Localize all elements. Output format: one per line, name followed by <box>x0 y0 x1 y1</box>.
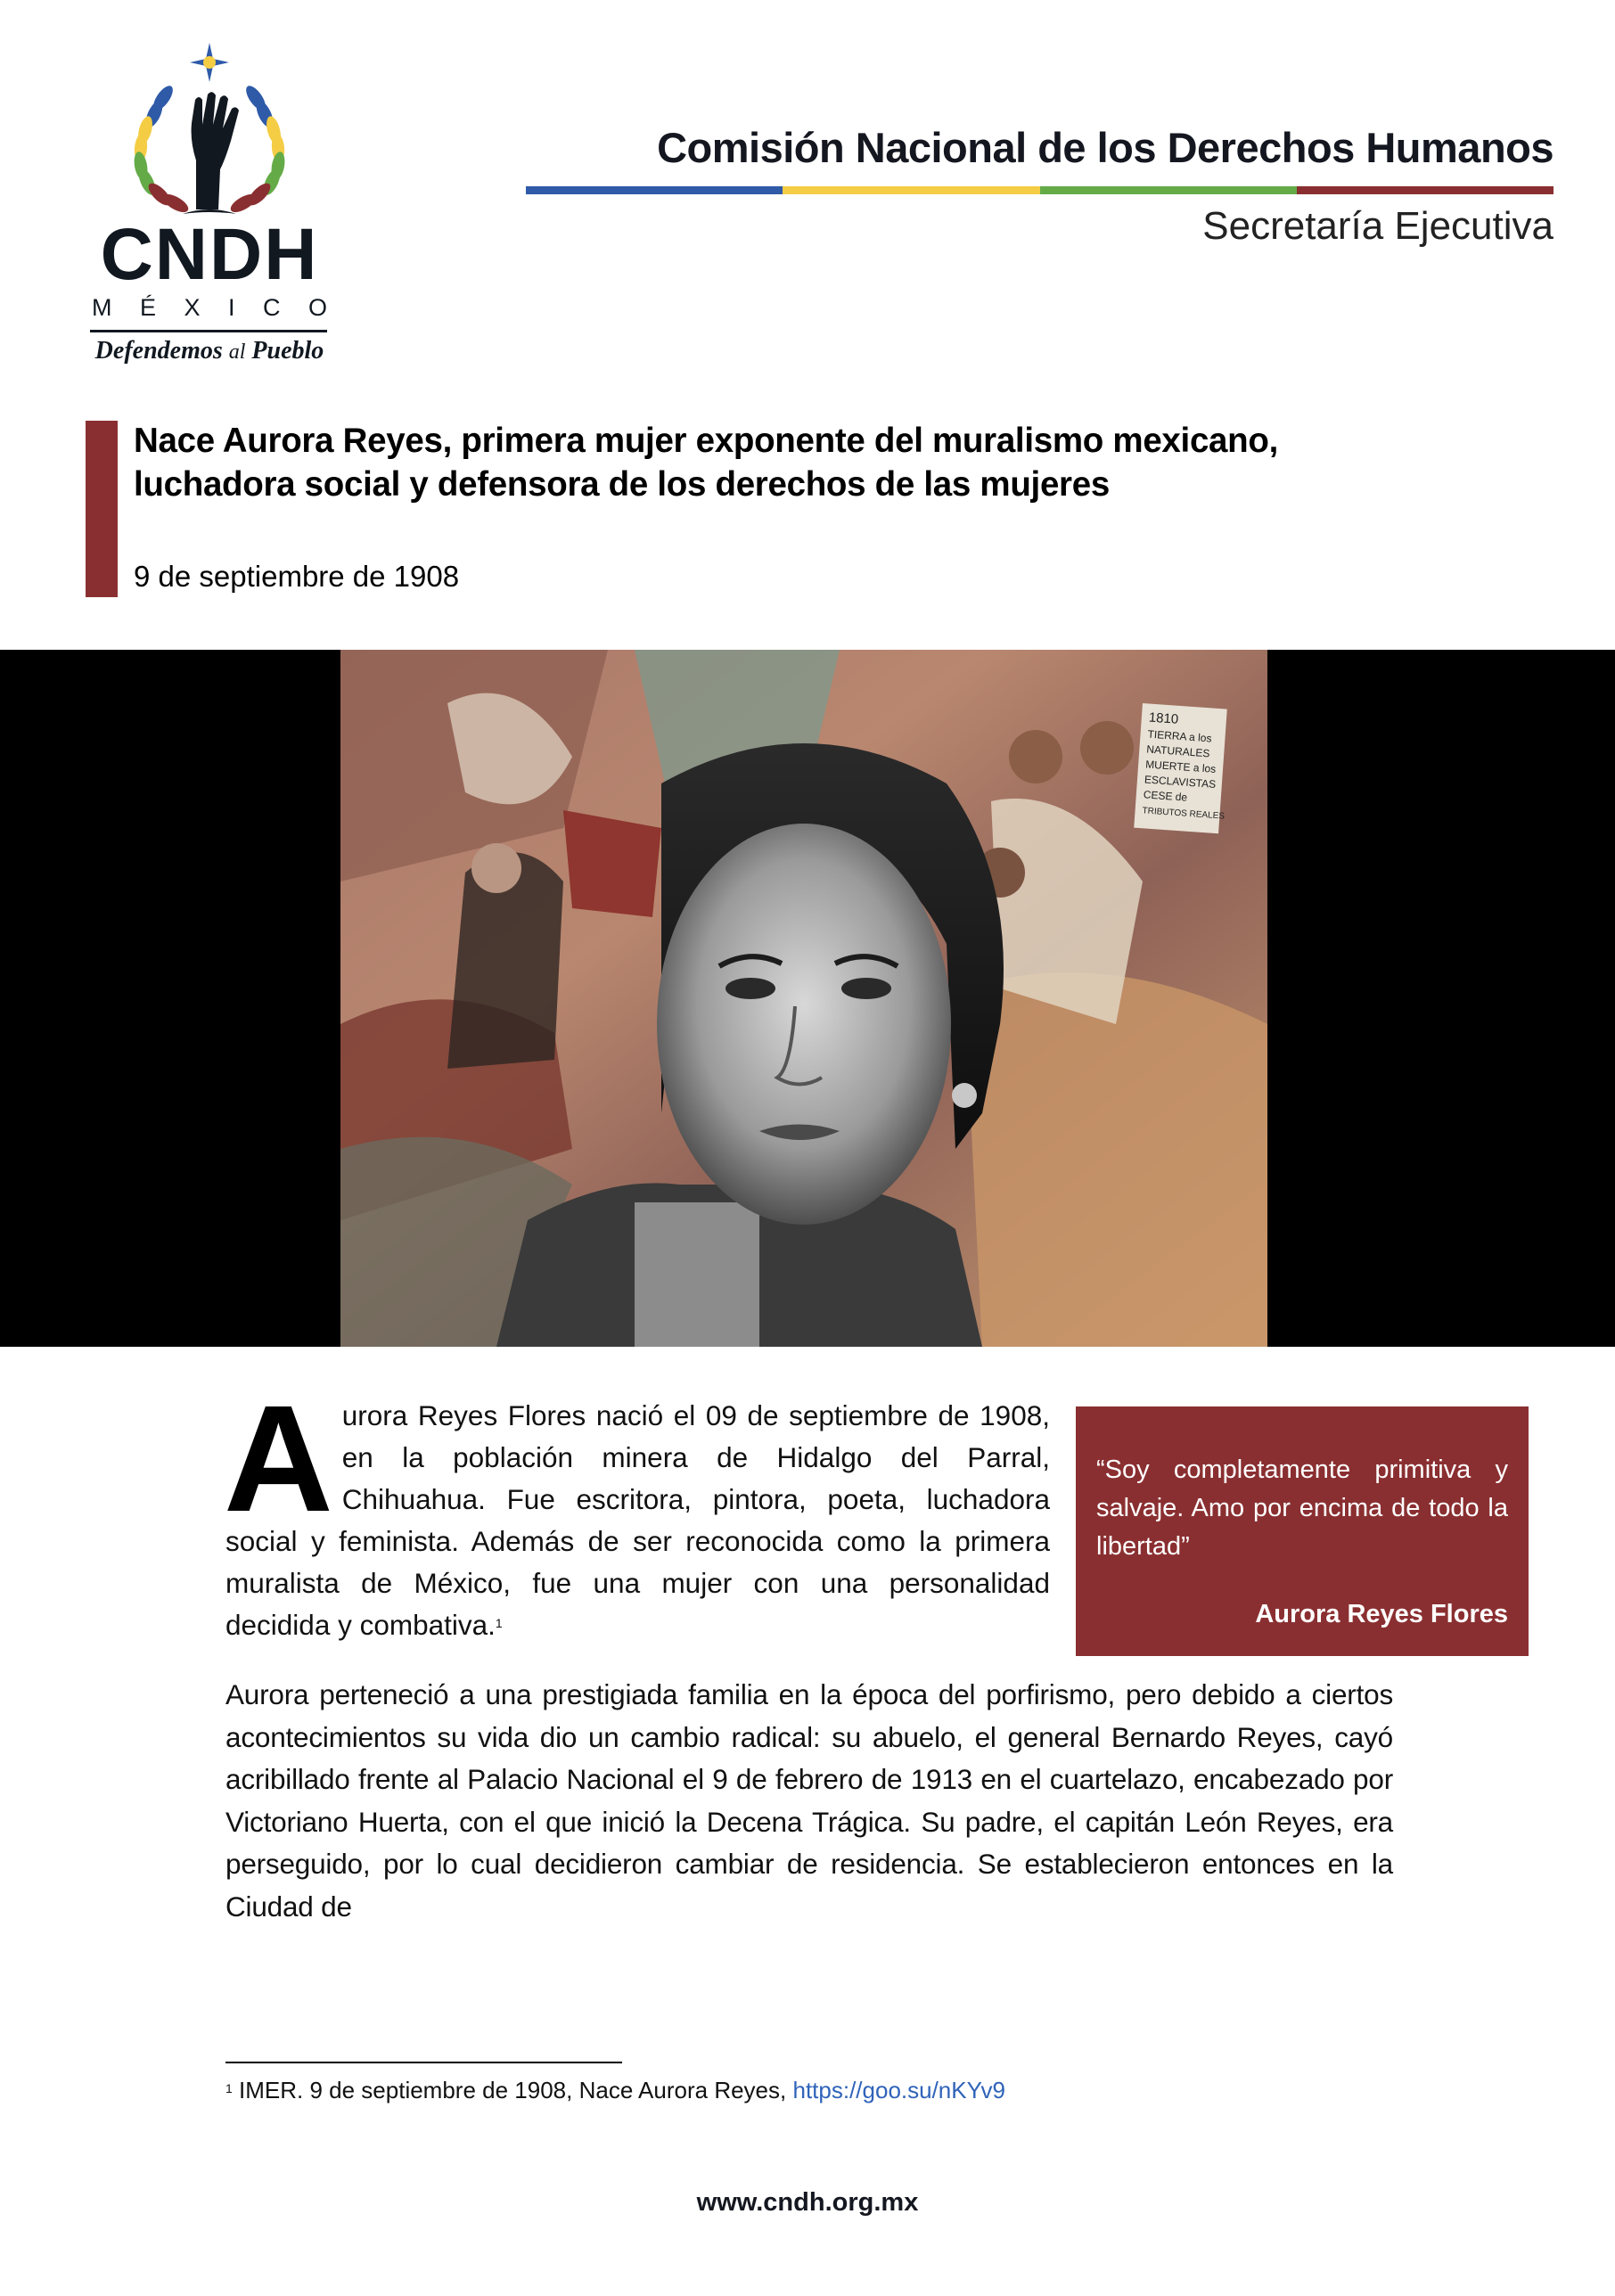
title-accent-bar <box>86 421 118 597</box>
footnote-divider <box>225 2062 622 2063</box>
logo-acronym: CNDH <box>100 214 319 295</box>
body-paragraph: Aurora perteneció a una prestigiada familia en la época del porfirismo, pero debido a ciertos acontecimientos su vida dio un cambio radical: su abuelo, el general Bernardo Reyes, cayó acribillado frente al Palacio Nacional el 9 de febrero de 1913 en el cuartelazo, encabezado por Victoriano Huerta, con el que inició la Decena Trágica. Su padre, el capitán León Reyes, era perseguido, por lo cual decidieron cambiar de residencia. Se establecieron entonces en la Ciudad de <box>225 1678 1393 1923</box>
svg-text:CESE de: CESE de <box>1143 788 1188 804</box>
website-url[interactable]: www.cndh.org.mx <box>696 2188 919 2217</box>
svg-text:1810: 1810 <box>1148 709 1179 727</box>
svg-text:NATURALES: NATURALES <box>1145 742 1210 760</box>
tagline-word: Defendemos <box>94 337 223 365</box>
logo-letter: C <box>262 294 281 321</box>
svg-text:TIERRA a los: TIERRA a los <box>1147 727 1212 745</box>
color-segment-blue <box>526 186 783 194</box>
logo-letter: É <box>139 294 156 321</box>
color-segment-yellow <box>783 186 1039 194</box>
tagline-word: al <box>228 340 246 364</box>
intro-text: urora Reyes Flores nació el 09 de septiembre de 1908, en la población minera de Hidalgo del Parral, Chihuahua. Fue escritora, pintora, poeta, luchadora social y feminista. Además de ser reconocida como la primera muralista de México, fue una mujer con una personalidad decidida y combativa. <box>225 1399 1050 1641</box>
logo-tagline <box>85 337 334 365</box>
logo-letter: X <box>184 294 201 321</box>
raised-hand-icon <box>192 92 239 209</box>
footnote-number: 1 <box>225 2081 233 2095</box>
logo-divider <box>90 330 327 332</box>
star-icon <box>190 43 229 82</box>
logo-letter: I <box>227 294 235 321</box>
hand-wreath-emblem-icon <box>85 36 334 223</box>
logo-letter: O <box>307 294 327 321</box>
organization-unit: Secretaría Ejecutiva <box>1202 204 1554 248</box>
footnote-ref[interactable]: 1 <box>495 1616 503 1630</box>
left-laurel-icon <box>132 83 191 216</box>
aurora-reyes-portrait-image <box>340 650 1267 1347</box>
svg-text:MUERTE a los: MUERTE a los <box>1144 758 1217 775</box>
pull-quote-box <box>1076 1406 1529 1656</box>
organization-name: Comisión Nacional de los Derechos Humanos <box>657 124 1554 171</box>
pull-quote-author: Aurora Reyes Flores <box>1255 1600 1508 1628</box>
logo-letter: M <box>92 294 112 321</box>
intro-paragraph <box>224 1374 1050 1646</box>
article-date: 9 de septiembre de 1908 <box>134 560 460 593</box>
color-segment-red <box>1297 186 1554 194</box>
cndh-logo <box>85 36 334 365</box>
mural-banner <box>1134 703 1232 834</box>
footnote-text: IMER. 9 de septiembre de 1908, Nace Aurora Reyes, <box>239 2077 787 2103</box>
pull-quote-text: “Soy completamente primitiva y salvaje. Amo por encima de todo la libertad” <box>1096 1456 1508 1561</box>
svg-text:TRIBUTOS REALES: TRIBUTOS REALES <box>1142 806 1226 822</box>
mural-portrait-illustration <box>340 650 1267 1347</box>
logo-country <box>92 296 327 320</box>
tagline-word: Pueblo <box>251 337 324 365</box>
footnote <box>225 2075 1005 2105</box>
footnote-link[interactable]: https://goo.su/nKYv9 <box>792 2077 1005 2103</box>
article-title: Nace Aurora Reyes, primera mujer exponente del muralismo mexicano, luchadora social y defensora de los derechos de las mujeres <box>134 422 1278 504</box>
right-laurel-icon <box>228 83 287 216</box>
color-segment-green <box>1040 186 1297 194</box>
color-divider-bar <box>526 186 1554 194</box>
drop-cap: A <box>224 1374 333 1544</box>
svg-text:ESCLAVISTAS: ESCLAVISTAS <box>1144 773 1217 791</box>
